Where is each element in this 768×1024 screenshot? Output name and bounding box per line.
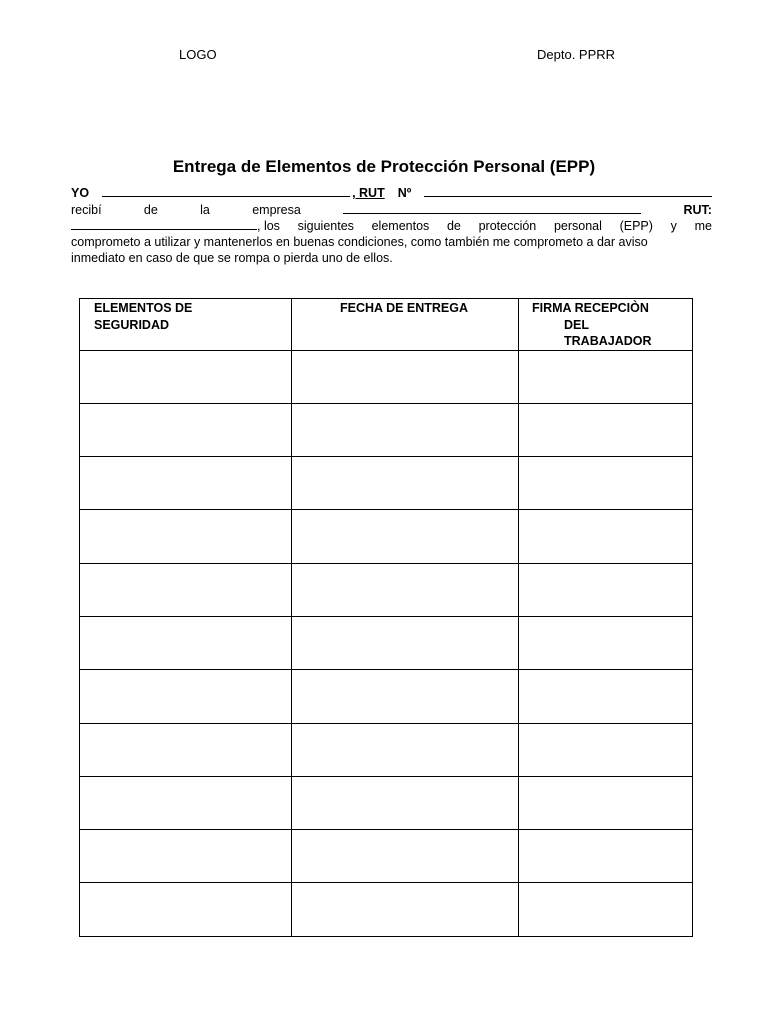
cell-elemento[interactable] [80, 830, 292, 883]
declaration-line-5: inmediato en caso de que se rompa o pierda uno de ellos. [71, 251, 393, 265]
cell-fecha[interactable] [292, 723, 519, 776]
cell-firma[interactable] [519, 457, 693, 510]
table-row [80, 510, 693, 563]
company-rut-field[interactable] [71, 217, 257, 230]
cell-firma[interactable] [519, 883, 693, 936]
table-row [80, 350, 693, 403]
cell-elemento[interactable] [80, 616, 292, 669]
header-firma-recepcion [519, 299, 693, 351]
cell-fecha[interactable] [292, 510, 519, 563]
cell-firma[interactable] [519, 723, 693, 776]
cell-elemento[interactable] [80, 350, 292, 403]
company-rut-label: RUT: [683, 202, 712, 217]
word-empresa: empresa [252, 202, 301, 217]
cell-elemento[interactable] [80, 403, 292, 456]
rut-label: , RUT [352, 186, 385, 200]
word-recibi: recibí [71, 202, 102, 217]
cell-firma[interactable] [519, 510, 693, 563]
word-proteccion: protección [478, 219, 537, 233]
cell-fecha[interactable] [292, 350, 519, 403]
cell-elemento[interactable] [80, 457, 292, 510]
cell-elemento[interactable] [80, 723, 292, 776]
word-de-2: de [446, 219, 461, 233]
department-label: Depto. PPRR [537, 47, 616, 62]
word-de: de [143, 202, 158, 217]
word-y: y [670, 219, 677, 233]
declaration-line-2 [71, 201, 712, 218]
word-epp: (EPP) [619, 219, 653, 233]
yo-label: YO [71, 186, 90, 200]
cell-firma[interactable] [519, 616, 693, 669]
header-col2-text: FECHA DE ENTREGA [340, 301, 469, 315]
company-rut-group [71, 217, 280, 235]
table-row [80, 830, 693, 883]
cell-elemento[interactable] [80, 776, 292, 829]
word-me: me [694, 219, 712, 233]
table-row [80, 776, 693, 829]
cell-fecha[interactable] [292, 563, 519, 616]
worker-rut-field[interactable] [424, 184, 712, 197]
cell-fecha[interactable] [292, 830, 519, 883]
company-name-field[interactable] [343, 201, 641, 214]
numero-label: Nº [397, 186, 412, 200]
header-col3-line3: TRABAJADOR [564, 334, 652, 348]
table-row [80, 563, 693, 616]
header-fecha-entrega [292, 299, 519, 351]
cell-firma[interactable] [519, 670, 693, 723]
cell-elemento[interactable] [80, 883, 292, 936]
cell-fecha[interactable] [292, 670, 519, 723]
cell-firma[interactable] [519, 350, 693, 403]
cell-firma[interactable] [519, 830, 693, 883]
header-elementos-seguridad [80, 299, 292, 351]
cell-firma[interactable] [519, 776, 693, 829]
table-row [80, 670, 693, 723]
word-siguientes: siguientes [297, 219, 354, 233]
declaration-line-3 [71, 217, 712, 234]
table-body [80, 350, 693, 936]
cell-fecha[interactable] [292, 616, 519, 669]
word-los: , los [257, 219, 280, 233]
cell-fecha[interactable] [292, 403, 519, 456]
cell-fecha[interactable] [292, 883, 519, 936]
word-elementos: elementos [371, 219, 430, 233]
header-col1-line2: SEGURIDAD [94, 317, 170, 332]
worker-name-field[interactable] [102, 184, 350, 197]
cell-firma[interactable] [519, 403, 693, 456]
declaration-paragraph [71, 184, 712, 267]
cell-elemento[interactable] [80, 510, 292, 563]
cell-elemento[interactable] [80, 563, 292, 616]
word-la: la [200, 202, 210, 217]
table-row [80, 883, 693, 936]
table-header-row [80, 299, 693, 351]
header-col3-line2: DEL [564, 317, 589, 332]
table-row [80, 616, 693, 669]
table-row [80, 723, 693, 776]
cell-firma[interactable] [519, 563, 693, 616]
epp-delivery-table [79, 298, 693, 937]
table-row [80, 457, 693, 510]
header-col1-line1: ELEMENTOS DE [94, 301, 193, 315]
declaration-line-4: comprometo a utilizar y mantenerlos en buenas condiciones, como también me comprometo a dar aviso [71, 234, 648, 249]
word-personal: personal [553, 219, 602, 233]
document-title: Entrega de Elementos de Protección Personal (EPP) [172, 157, 596, 176]
header-col3-line1: FIRMA RECEPCIÒN [532, 301, 649, 315]
cell-fecha[interactable] [292, 776, 519, 829]
cell-fecha[interactable] [292, 457, 519, 510]
logo-placeholder: LOGO [179, 47, 217, 62]
table-row [80, 403, 693, 456]
cell-elemento[interactable] [80, 670, 292, 723]
declaration-line-1 [71, 184, 712, 201]
